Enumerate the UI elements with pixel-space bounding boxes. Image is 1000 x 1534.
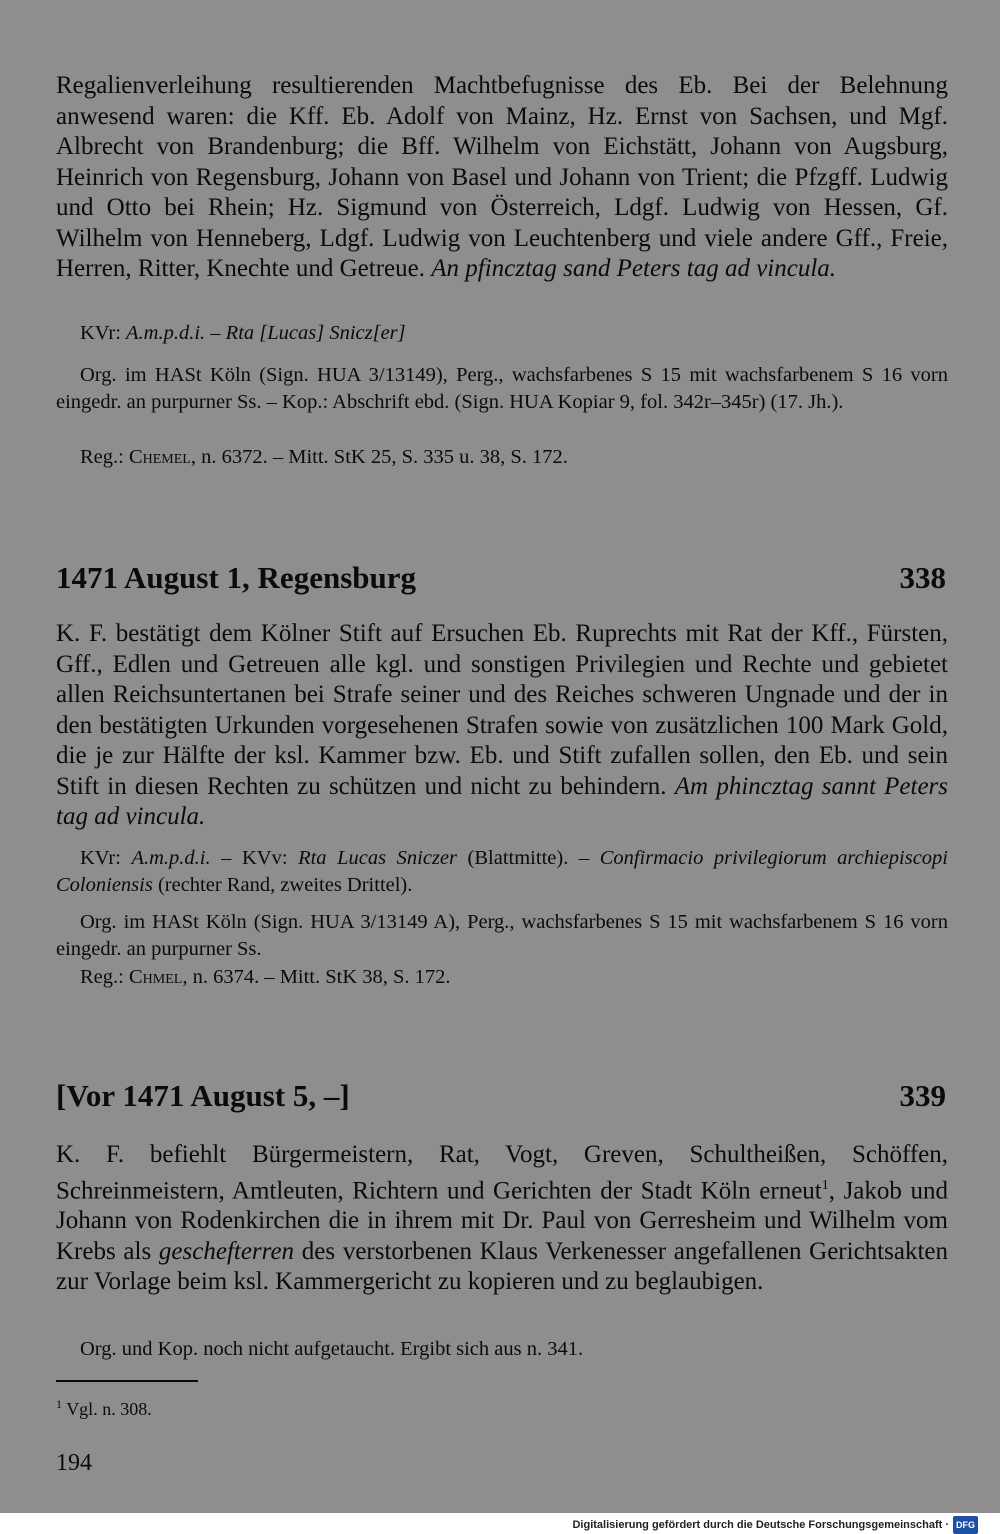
regest-term: geschefterren xyxy=(158,1237,295,1265)
footnote-reference[interactable]: 1 xyxy=(821,1177,829,1193)
dfg-logo: DFG xyxy=(953,1516,978,1534)
regest-text-c: des verstorbenen Klaus Verkenesser angefallenen Gerichtsakten zur Vorlage beim ksl. Kammergericht zu kopieren und zu beglaubigen. xyxy=(56,1237,948,1296)
dating-clause: Am phincztag sannt Peters tag ad vincula. xyxy=(56,772,948,830)
footnote-text: Vgl. n. 308. xyxy=(66,1399,152,1419)
continuation-text: Regalienverleihung resultierenden Machtbefugnisse des Eb. Bei der Belehnung anwesend waren: die Kff. Eb. Adolf von Mainz, Hz. Ernst von Sachsen, und Mgf. Albrecht von Brandenburg; die Bff. Wilhelm von Eichstätt, Johann von Augsburg, Heinrich von Regensburg, Johann von Basel und Johann von Trient; die Pfzgff. Ludwig und Otto bei Rhein; Hz. Sigmund von Österreich, Ldgf. Ludwig von Hessen, Gf. Wilhelm von Henneberg, Ldgf. Ludwig von Leuchtenberg und viele andere Gff., Freie, Herren, Ritter, Knechte und Getreue. xyxy=(56,72,948,282)
kvr-label: KVr: xyxy=(80,322,121,344)
original-text: Org. im HASt Köln (Sign. HUA 3/13149 A), Perg., wachsfarbenes S 15 mit wachsfarbenem S 16 vorn eingedr. an purpurner Ss. xyxy=(56,911,948,960)
original-note xyxy=(56,362,948,415)
entry-text-338 xyxy=(56,619,948,833)
funding-credit xyxy=(572,1516,978,1534)
kvv-label: – KVv: xyxy=(210,847,299,869)
kvv-note: (Blattmitte). – xyxy=(457,847,600,869)
entry-number: 338 xyxy=(899,560,946,595)
kvr-text: A.m.p.d.i. xyxy=(131,847,211,869)
kvv-text: Rta Lucas Sniczer xyxy=(298,847,457,869)
credit-text: Digitalisierung gefördert durch die Deutsche Forschungsgemeinschaft · xyxy=(572,1519,949,1531)
original-note-338 xyxy=(56,909,948,962)
kvr-label: KVr: xyxy=(80,847,121,869)
kvr-text: A.m.p.d.i. – Rta [Lucas] Snicz[er] xyxy=(126,322,406,344)
kvr-note xyxy=(56,320,948,347)
reg-author: Chemel xyxy=(128,446,191,468)
kvv-text-2: Confirmacio privilegiorum archiepiscopi Coloniensis xyxy=(56,847,949,896)
page-number: 194 xyxy=(56,1450,92,1476)
regest-note xyxy=(80,444,948,471)
footnote-rule xyxy=(56,1380,198,1382)
entry-number: 339 xyxy=(899,1078,946,1113)
kvv-note-2: (rechter Rand, zweites Drittel). xyxy=(152,873,413,896)
footnote xyxy=(56,1392,152,1421)
regest-text-b: , Jakob und Johann von Rodenkirchen die in ihrem mit Dr. Paul von Gerresheim und Wilhelm vom Krebs als xyxy=(56,1176,948,1265)
original-text: Org. im HASt Köln (Sign. HUA 3/13149), Perg., wachsfarbenes S 15 mit wachsfarbenem S 16 vorn eingedr. an purpurner Ss. – Kop.: Abschrift ebd. (Sign. HUA Kopiar 9, fol. 342r–345r) (17. Jh.). xyxy=(56,364,948,413)
dating-clause: An pfincztag sand Peters tag ad vincula. xyxy=(431,255,837,282)
reg-rest: , n. 6374. – Mitt. StK 38, S. 172. xyxy=(182,966,451,988)
kvr-note-338 xyxy=(56,845,948,898)
reg-author: Chmel xyxy=(128,966,183,988)
original-note-339 xyxy=(56,1336,948,1363)
entry-date-place: [Vor 1471 August 5, –] xyxy=(56,1078,350,1113)
entry-date-place: 1471 August 1, Regensburg xyxy=(56,560,416,595)
regest-text-a: K. F. befiehlt Bürgermeistern, Rat, Vogt, Greven, Schultheißen, Schöffen, Schreinmeistern, Amtleuten, Richtern und Gerichten der Stadt Köln erneut xyxy=(56,1141,948,1204)
continuation-paragraph xyxy=(56,71,948,285)
reg-label: Reg.: xyxy=(80,966,124,988)
entry-text-339 xyxy=(56,1140,948,1298)
footnote-mark: 1 xyxy=(56,1397,62,1411)
reg-label: Reg.: xyxy=(80,446,124,468)
entry-heading-339 xyxy=(56,1078,946,1114)
regest-note-338 xyxy=(80,964,948,991)
entry-heading-338 xyxy=(56,560,946,596)
original-text: Org. und Kop. noch nicht aufgetaucht. Ergibt sich aus n. 341. xyxy=(80,1338,584,1360)
reg-rest: , n. 6372. – Mitt. StK 25, S. 335 u. 38, S. 172. xyxy=(190,446,568,468)
regest-text: K. F. bestätigt dem Kölner Stift auf Ersuchen Eb. Ruprechts mit Rat der Kff., Fürsten, Gff., Edlen und Getreuen alle kgl. und sonstigen Privilegien und Rechte und gebietet allen Reichsuntertanen bei Strafe seiner und des Reiches schweren Ungnade und der in den bestätigten Urkunden vorgesehenen Strafen sowie von zusätzlichen 100 Mark Gold, die je zur Hälfte der ksl. Kammer bzw. Eb. und Stift zufallen sollen, den Eb. und sein Stift in diesen Rechten zu schützen und nicht zu behindern. xyxy=(56,620,948,800)
